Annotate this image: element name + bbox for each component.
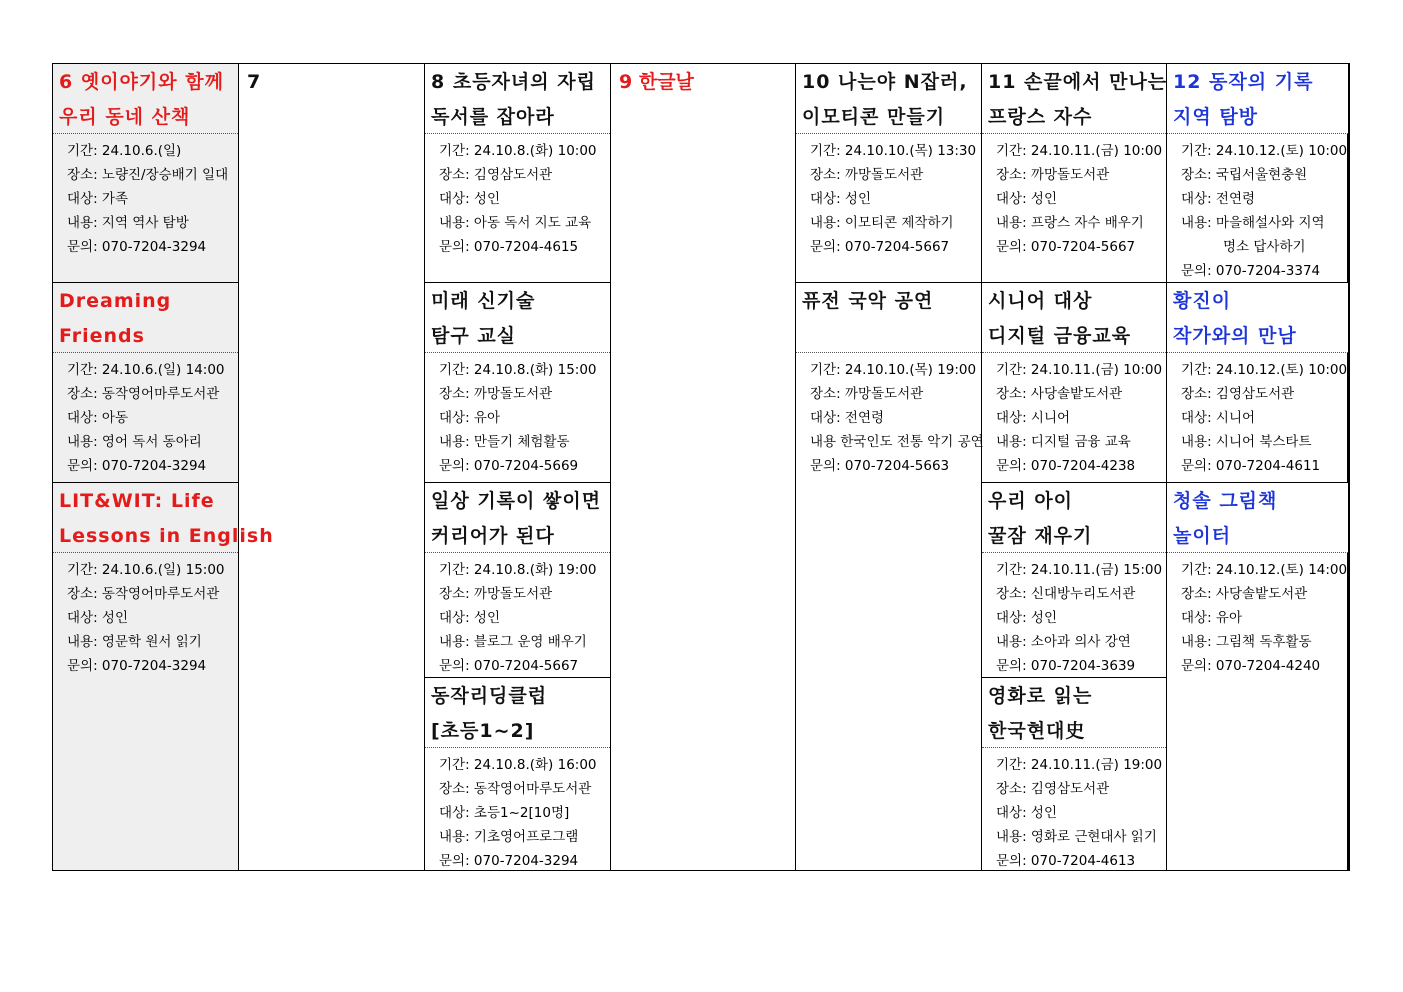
event-content: 내용: 소아과 의사 강연 xyxy=(996,634,1131,650)
event-card xyxy=(796,64,981,282)
event-target: 대상: 가족 xyxy=(67,191,129,207)
event-content: 내용: 만들기 체험활동 xyxy=(439,434,570,450)
event-contact: 문의: 070-7204-3294 xyxy=(67,458,207,474)
event-title: 시니어 대상 디지털 금융교육 xyxy=(982,283,1166,353)
event-details xyxy=(425,134,610,259)
event-details xyxy=(1167,353,1348,478)
event-title: 동작리딩클럽 [초등1~2] xyxy=(425,678,610,748)
event-content: 내용: 디지털 금융 교육 xyxy=(996,434,1131,450)
event-date: 기간: 24.10.8.(화) 10:00 xyxy=(439,143,597,159)
event-date: 기간: 24.10.10.(목) 19:00 xyxy=(810,362,977,378)
event-date: 기간: 24.10.8.(화) 16:00 xyxy=(439,757,597,773)
event-title: 8 초등자녀의 자립 독서를 잡아라 xyxy=(425,64,610,134)
event-card xyxy=(982,282,1166,482)
event-title: 일상 기록이 쌓이면 커리어가 된다 xyxy=(425,483,610,553)
event-content: 내용: 영어 독서 동아리 xyxy=(67,434,202,450)
event-date: 기간: 24.10.10.(목) 13:30 xyxy=(810,143,977,159)
event-target: 대상: 유아 xyxy=(1181,610,1243,626)
event-target: 대상: 전연령 xyxy=(1181,191,1256,207)
event-date: 기간: 24.10.11.(금) 10:00 xyxy=(996,143,1163,159)
day-column-7 xyxy=(239,64,425,870)
event-date: 기간: 24.10.11.(금) 15:00 xyxy=(996,562,1163,578)
event-contact: 문의: 070-7204-5667 xyxy=(996,239,1136,255)
day-label: 7 xyxy=(247,71,261,93)
event-place: 장소: 까망돌도서관 xyxy=(996,167,1110,183)
event-card xyxy=(53,64,238,282)
event-contact: 문의: 070-7204-4611 xyxy=(1181,458,1321,474)
event-details xyxy=(425,353,610,478)
day-column-9 xyxy=(611,64,796,870)
event-date: 기간: 24.10.6.(일) 15:00 xyxy=(67,562,225,578)
event-target: 대상: 시니어 xyxy=(1181,410,1256,426)
event-details xyxy=(1167,553,1348,678)
event-contact: 문의: 070-7204-4613 xyxy=(996,853,1136,869)
event-place: 장소: 동작영어마루도서관 xyxy=(67,586,220,602)
event-place: 장소: 국립서울현충원 xyxy=(1181,167,1308,183)
event-details xyxy=(53,553,238,678)
event-place: 장소: 김영삼도서관 xyxy=(996,781,1110,797)
event-content-cont: 명소 답사하기 xyxy=(1223,239,1306,255)
event-place: 장소: 까망돌도서관 xyxy=(439,386,553,402)
event-title: 6 옛이야기와 함께 우리 동네 산책 xyxy=(53,64,238,134)
event-card xyxy=(796,282,984,482)
event-title: 미래 신기술 탐구 교실 xyxy=(425,283,610,353)
event-place: 장소: 김영삼도서관 xyxy=(1181,386,1295,402)
event-card xyxy=(982,482,1166,677)
event-content: 내용: 마을해설사와 지역 xyxy=(1181,215,1325,231)
event-title: LIT&WIT: Life Lessons in English xyxy=(53,483,238,553)
event-card xyxy=(982,64,1166,282)
event-title: 10 나는야 N잡러, 이모티콘 만들기 xyxy=(796,64,981,134)
event-date: 기간: 24.10.6.(일) xyxy=(67,143,182,159)
event-place: 장소: 까망돌도서관 xyxy=(810,167,924,183)
event-content: 내용 한국인도 전통 악기 공연 xyxy=(810,434,984,450)
event-content: 내용: 그림책 독후활동 xyxy=(1181,634,1312,650)
holiday-label: 9 한글날 xyxy=(619,71,694,93)
event-content: 내용: 영문학 원서 읽기 xyxy=(67,634,202,650)
event-title: Dreaming Friends xyxy=(53,283,238,353)
event-contact: 문의: 070-7204-5667 xyxy=(810,239,950,255)
event-content: 내용: 블로그 운영 배우기 xyxy=(439,634,587,650)
event-details xyxy=(982,748,1166,873)
event-details xyxy=(53,353,238,478)
event-place: 장소: 까망돌도서관 xyxy=(810,386,924,402)
event-place: 장소: 사당솔밭도서관 xyxy=(1181,586,1308,602)
event-target: 대상: 성인 xyxy=(996,610,1058,626)
event-card xyxy=(1167,64,1348,282)
event-card xyxy=(982,677,1166,872)
event-content: 내용: 아동 독서 지도 교육 xyxy=(439,215,592,231)
event-target: 대상: 유아 xyxy=(439,410,501,426)
event-place: 장소: 김영삼도서관 xyxy=(439,167,553,183)
event-date: 기간: 24.10.11.(금) 19:00 xyxy=(996,757,1163,773)
event-date: 기간: 24.10.8.(화) 19:00 xyxy=(439,562,597,578)
day-column-6 xyxy=(53,64,274,870)
event-date: 기간: 24.10.11.(금) 10:00 xyxy=(996,362,1163,378)
event-contact: 문의: 070-7204-3294 xyxy=(67,658,207,674)
event-contact: 문의: 070-7204-3294 xyxy=(67,239,207,255)
event-card xyxy=(1167,482,1348,872)
event-details xyxy=(425,748,610,873)
event-details xyxy=(796,134,981,259)
event-place: 장소: 노량진/장승배기 일대 xyxy=(67,167,229,183)
event-target: 대상: 성인 xyxy=(439,610,501,626)
event-contact: 문의: 070-7204-3294 xyxy=(439,853,579,869)
event-content: 내용: 영화로 근현대사 읽기 xyxy=(996,829,1157,845)
event-date: 기간: 24.10.12.(토) 10:00 xyxy=(1181,143,1348,159)
event-card xyxy=(425,282,610,482)
event-target: 대상: 초등1~2[10명] xyxy=(439,805,570,821)
event-content: 내용: 시니어 북스타트 xyxy=(1181,434,1312,450)
event-place: 장소: 까망돌도서관 xyxy=(439,586,553,602)
event-details xyxy=(982,134,1166,259)
event-details xyxy=(982,353,1166,478)
event-content: 내용: 지역 역사 탐방 xyxy=(67,215,189,231)
event-details xyxy=(796,353,984,478)
event-target: 대상: 성인 xyxy=(996,191,1058,207)
event-target: 대상: 성인 xyxy=(996,805,1058,821)
event-calendar xyxy=(52,63,1350,871)
event-title: 12 동작의 기록 지역 탐방 xyxy=(1167,64,1348,134)
event-title: 퓨전 국악 공연 xyxy=(796,283,981,353)
event-date: 기간: 24.10.8.(화) 15:00 xyxy=(439,362,597,378)
event-place: 장소: 동작영어마루도서관 xyxy=(67,386,220,402)
day-column-8 xyxy=(425,64,611,870)
event-contact: 문의: 070-7204-5669 xyxy=(439,458,579,474)
event-contact: 문의: 070-7204-3639 xyxy=(996,658,1136,674)
event-title: 영화로 읽는 한국현대史 xyxy=(982,678,1166,748)
event-contact: 문의: 070-7204-4240 xyxy=(1181,658,1321,674)
event-contact: 문의: 070-7204-4238 xyxy=(996,458,1136,474)
event-title: 11 손끝에서 만나는 프랑스 자수 xyxy=(982,64,1166,134)
event-date: 기간: 24.10.12.(토) 14:00 xyxy=(1181,562,1348,578)
event-details xyxy=(53,134,238,259)
event-content: 내용: 기초영어프로그램 xyxy=(439,829,579,845)
event-place: 장소: 사당솔밭도서관 xyxy=(996,386,1123,402)
event-card xyxy=(425,482,610,677)
event-details xyxy=(1167,134,1348,283)
event-target: 대상: 아동 xyxy=(67,410,129,426)
event-contact: 문의: 070-7204-5667 xyxy=(439,658,579,674)
event-details xyxy=(982,553,1166,678)
event-date: 기간: 24.10.6.(일) 14:00 xyxy=(67,362,225,378)
event-contact: 문의: 070-7204-4615 xyxy=(439,239,579,255)
event-card xyxy=(425,64,610,282)
event-place: 장소: 동작영어마루도서관 xyxy=(439,781,592,797)
event-target: 대상: 전연령 xyxy=(810,410,885,426)
event-place: 장소: 신대방누리도서관 xyxy=(996,586,1136,602)
event-contact: 문의: 070-7204-5663 xyxy=(810,458,950,474)
event-target: 대상: 시니어 xyxy=(996,410,1071,426)
day-column-11 xyxy=(982,64,1167,870)
event-date: 기간: 24.10.12.(토) 10:00 xyxy=(1181,362,1348,378)
event-target: 대상: 성인 xyxy=(67,610,129,626)
event-target: 대상: 성인 xyxy=(810,191,872,207)
event-details xyxy=(425,553,610,678)
event-title: 청솔 그림책 놀이터 xyxy=(1167,483,1348,553)
event-title: 황진이 작가와의 만남 xyxy=(1167,283,1348,353)
day-column-10 xyxy=(796,64,982,870)
event-card xyxy=(425,677,610,872)
event-content: 내용: 이모티콘 제작하기 xyxy=(810,215,954,231)
event-card xyxy=(1167,282,1348,482)
event-title: 우리 아이 꿀잠 재우기 xyxy=(982,483,1166,553)
event-content: 내용: 프랑스 자수 배우기 xyxy=(996,215,1144,231)
event-card xyxy=(53,482,274,872)
event-card xyxy=(53,282,238,482)
event-contact: 문의: 070-7204-3374 xyxy=(1181,263,1321,279)
event-target: 대상: 성인 xyxy=(439,191,501,207)
day-column-12 xyxy=(1167,64,1348,870)
